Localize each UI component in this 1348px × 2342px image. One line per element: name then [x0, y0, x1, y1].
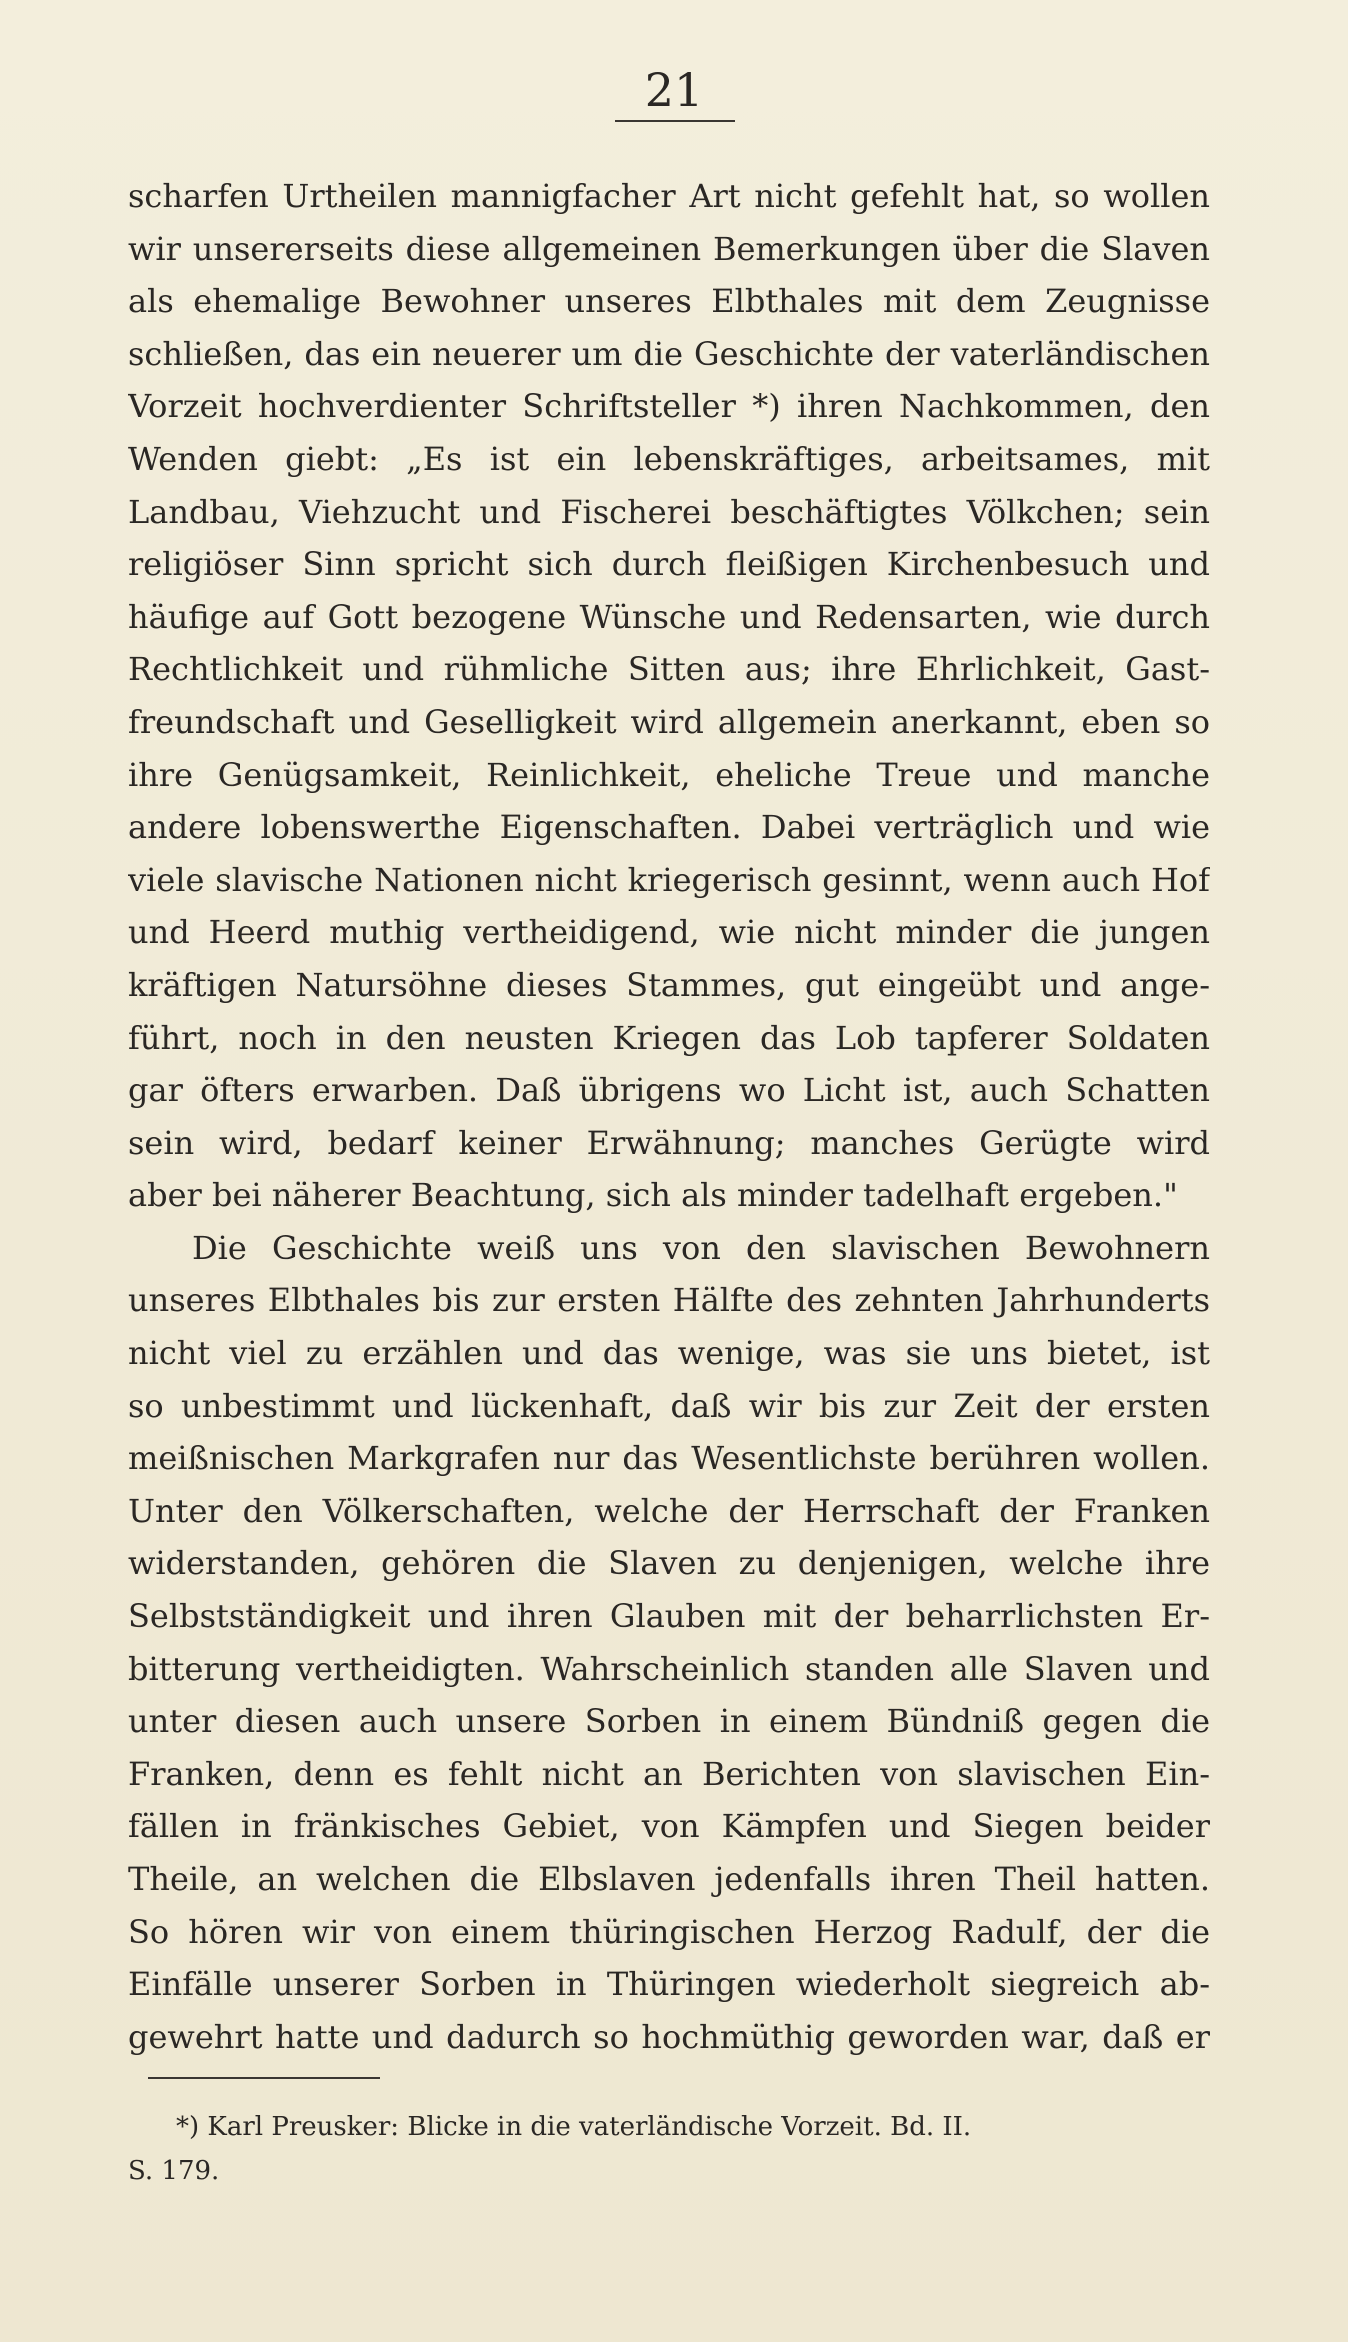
paragraph-start-line: Die Geschichte weiß uns von den slavischen Bewohnern [192, 1228, 1210, 1267]
text-line: meißnischen Markgrafen nur das Wesentlichste berühren wollen. [128, 1439, 1210, 1478]
body-text [128, 170, 1210, 2063]
text-line: Einfälle unserer Sorben in Thüringen wiederholt siegreich ab- [128, 1965, 1210, 2004]
text-line: fällen in fränkisches Gebiet, von Kämpfen und Siegen beider [128, 1807, 1210, 1846]
text-line: schließen, das ein neuerer um die Geschichte der vaterländischen [128, 334, 1210, 373]
text-line: Selbstständigkeit und ihren Glauben mit der beharrlichsten Er- [128, 1597, 1210, 1636]
text-line: aber bei näherer Beachtung, sich als minder tadelhaft ergeben." [128, 1176, 1178, 1215]
text-line: viele slavische Nationen nicht kriegerisch gesinnt, wenn auch Hof [128, 860, 1210, 899]
text-line: Theile, an welchen die Elbslaven jedenfalls ihren Theil hatten. [128, 1860, 1210, 1898]
text-line: widerstanden, gehören die Slaven zu denjenigen, welche ihre [128, 1544, 1210, 1583]
text-line: andere lobenswerthe Eigenschaften. Dabei verträglich und wie [128, 808, 1210, 847]
page-number-rule [615, 120, 735, 122]
text-line: häufige auf Gott bezogene Wünsche und Redensarten, wie durch [128, 597, 1210, 636]
footnote-line: S. 179. [128, 2156, 220, 2186]
text-line: so unbestimmt und lückenhaft, daß wir bis zur Zeit der ersten [128, 1386, 1210, 1425]
text-line: bitterung vertheidigten. Wahrscheinlich standen alle Slaven und [128, 1649, 1210, 1688]
footnote-rule [148, 2077, 380, 2079]
text-line: Franken, denn es fehlt nicht an Berichten von slavischen Ein- [128, 1754, 1210, 1793]
text-line: kräftigen Natursöhne dieses Stammes, gut eingeübt und ange- [128, 965, 1210, 1004]
text-line: sein wird, bedarf keiner Erwähnung; manches Gerügte wird [128, 1123, 1210, 1162]
text-line: Landbau, Viehzucht und Fischerei beschäftigtes Völkchen; sein [128, 492, 1210, 531]
text-line: gar öfters erwarben. Daß übrigens wo Licht ist, auch Schatten [128, 1071, 1210, 1110]
text-line: Rechtlichkeit und rühmliche Sitten aus; ihre Ehrlichkeit, Gast- [128, 650, 1210, 689]
text-line: So hören wir von einem thüringischen Herzog Radulf, der die [128, 1912, 1210, 1951]
footnote [128, 2105, 1210, 2193]
text-line: ihre Genügsamkeit, Reinlichkeit, eheliche Treue und manche [128, 755, 1210, 794]
text-line: scharfen Urtheilen mannigfacher Art nicht gefehlt hat, so wollen [128, 177, 1210, 215]
text-line: und Heerd muthig vertheidigend, wie nicht minder die jungen [128, 913, 1210, 952]
footnote-line: *) Karl Preusker: Blicke in die vaterländische Vorzeit. Bd. II. [176, 2112, 972, 2142]
text-line: unter diesen auch unsere Sorben in einem Bündniß gegen die [128, 1702, 1210, 1741]
text-line: Wenden giebt: „Es ist ein lebenskräftiges, arbeitsames, mit [128, 439, 1210, 478]
text-line: wir unsererseits diese allgemeinen Bemerkungen über die Slaven [128, 229, 1210, 268]
text-line: freundschaft und Geselligkeit wird allgemein anerkannt, eben so [128, 702, 1210, 741]
text-line: führt, noch in den neusten Kriegen das Lob tapferer Soldaten [128, 1018, 1210, 1057]
text-line: gewehrt hatte und dadurch so hochmüthig geworden war, daß er [128, 2017, 1210, 2056]
text-line: Unter den Völkerschaften, welche der Herrschaft der Franken [128, 1491, 1210, 1530]
text-line: nicht viel zu erzählen und das wenige, was sie uns bietet, ist [128, 1334, 1210, 1373]
text-line: als ehemalige Bewohner unseres Elbthales mit dem Zeugnisse [128, 282, 1210, 321]
page-number: 21 [644, 63, 704, 117]
text-line: Vorzeit hochverdienter Schriftsteller *) ihren Nachkommen, den [128, 387, 1210, 426]
text-line: unseres Elbthales bis zur ersten Hälfte des zehnten Jahrhunderts [128, 1281, 1210, 1320]
text-line: religiöser Sinn spricht sich durch fleißigen Kirchenbesuch und [128, 545, 1210, 584]
